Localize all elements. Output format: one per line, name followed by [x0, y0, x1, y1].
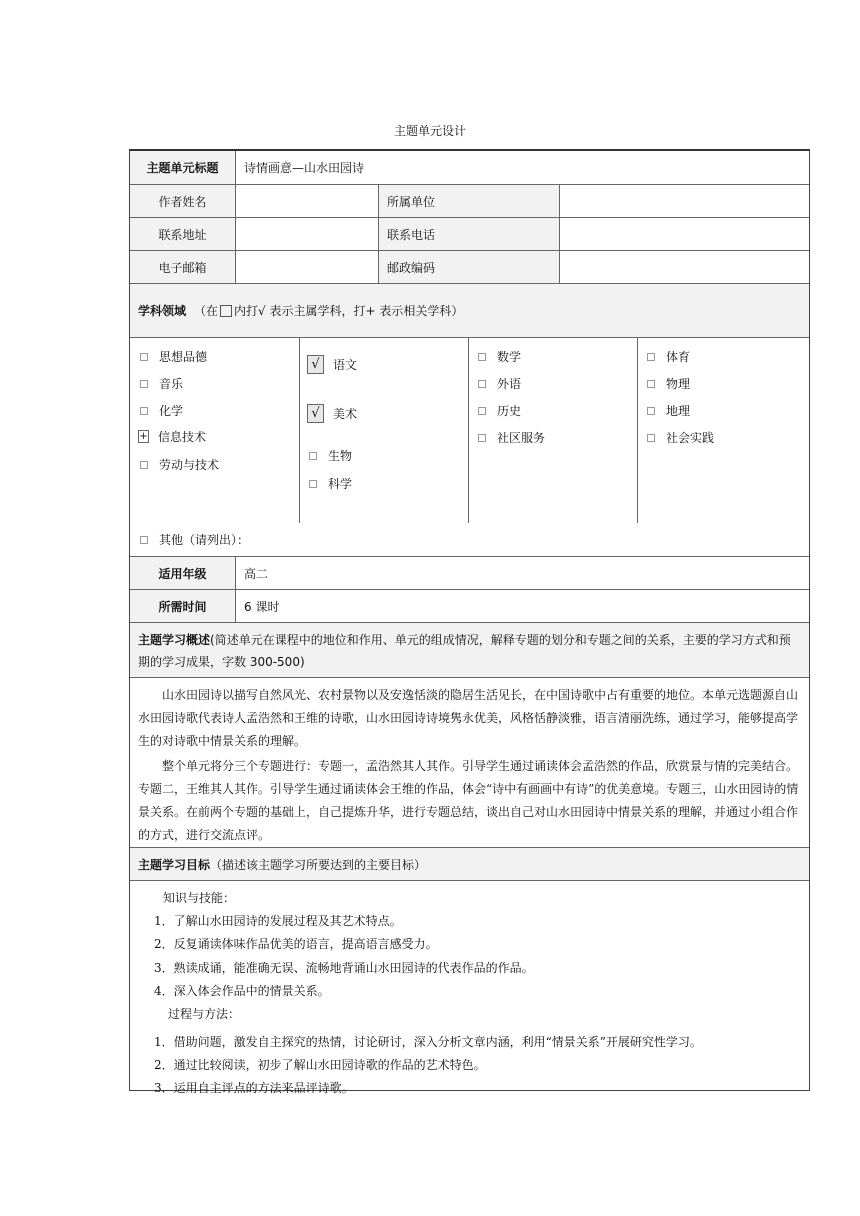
- checkbox-icon[interactable]: [140, 353, 148, 361]
- overview-body: [130, 677, 809, 847]
- subject-labor[interactable]: 劳动与技术: [140, 456, 219, 473]
- process-title: 过程与方法：: [168, 1007, 241, 1021]
- grade-label: 适用年级: [130, 557, 235, 589]
- subject-history[interactable]: 历史: [478, 402, 521, 419]
- email-label: 电子邮箱: [130, 251, 235, 283]
- goal-item: 3．熟读成诵，能准确无误、流畅地背诵山水田园诗的代表作品的作品。: [154, 961, 534, 975]
- goals-heading: 主题学习目标: [138, 857, 211, 872]
- overview-paragraph: 山水田园诗以描写自然风光、农村景物以及安逸恬淡的隐居生活见长，在中国诗歌中占有重要的地位。本单元选题源自山水田园诗歌代表诗人孟浩然和王维的诗歌，山水田园诗诗境隽永优美，风格恬静淡雅，语言清丽洗练，通过学习，能够提高学生的对诗歌中情景关系的理解。: [138, 688, 799, 748]
- subject-geography[interactable]: 地理: [647, 402, 690, 419]
- goal-item: 2．通过比较阅读，初步了解山水田园诗歌的作品的艺术特色。: [154, 1058, 486, 1072]
- theme-row: [130, 151, 809, 184]
- address-row: [130, 217, 809, 250]
- column-divider: [637, 338, 638, 523]
- checkbox-icon[interactable]: [478, 434, 486, 442]
- subject-art[interactable]: √ 美术: [307, 404, 357, 423]
- postcode-field[interactable]: [559, 251, 809, 283]
- subject-biology[interactable]: 生物: [309, 447, 352, 464]
- unit-field[interactable]: [559, 185, 809, 217]
- checkbox-icon[interactable]: [140, 536, 148, 544]
- goals-desc: （描述该主题学习所要达到的主要目标）: [210, 857, 427, 872]
- author-label: 作者姓名: [130, 185, 235, 217]
- address-field[interactable]: [235, 218, 378, 250]
- time-row: [130, 589, 809, 622]
- checkbox-icon[interactable]: [647, 380, 655, 388]
- theme-value[interactable]: 诗情画意—山水田园诗: [235, 151, 809, 184]
- subject-it[interactable]: + 信息技术: [139, 430, 207, 444]
- email-field[interactable]: [235, 251, 378, 283]
- subject-moral[interactable]: 思想品德: [140, 348, 207, 365]
- plus-checkbox-icon[interactable]: +: [139, 431, 148, 442]
- checkbox-icon[interactable]: [309, 452, 317, 460]
- design-table: [129, 149, 810, 1095]
- checkbox-icon[interactable]: [309, 480, 317, 488]
- checkbox-icon[interactable]: [647, 353, 655, 361]
- goals-body: [130, 880, 809, 1095]
- checkbox-icon[interactable]: [647, 407, 655, 415]
- other-subjects-row[interactable]: [130, 523, 809, 556]
- phone-label: 联系电话: [378, 218, 559, 250]
- checkbox-icon[interactable]: [647, 434, 655, 442]
- overview-paragraph: 整个单元将分三个专题进行：专题一，孟浩然其人其作。引导学生通过诵读体会孟浩然的作品，欣赏景与情的完美结合。专题二，王维其人其作。引导学生通过诵读体会王维的作品，体会“诗中有画画中有诗”的优美意境。专题三，山水田园诗的情景关系。在前两个专题的基础上，自己提炼升华，进行专题总结，谈出自己对山水田园诗中情景关系的理解，并通过小组合作的方式，进行交流点评。: [138, 759, 799, 842]
- time-value[interactable]: 6 课时: [235, 590, 809, 622]
- check-mark-icon[interactable]: √: [307, 404, 324, 423]
- email-row: [130, 250, 809, 283]
- overview-heading: 主题学习概述: [138, 633, 211, 647]
- subject-community[interactable]: 社区服务: [478, 429, 545, 446]
- subject-chinese[interactable]: √ 语文: [307, 355, 357, 374]
- time-label: 所需时间: [130, 590, 235, 622]
- subject-music[interactable]: 音乐: [140, 375, 183, 392]
- goal-item: 2．反复诵读体味作品优美的语言，提高语言感受力。: [154, 937, 438, 951]
- subjects-grid: [130, 337, 809, 523]
- address-label: 联系地址: [130, 218, 235, 250]
- author-field[interactable]: [235, 185, 378, 217]
- overview-heading-row: [130, 622, 809, 677]
- author-row: [130, 184, 809, 217]
- checkbox-icon[interactable]: [140, 407, 148, 415]
- subjects-heading-row: [130, 283, 809, 337]
- checkbox-icon[interactable]: [478, 407, 486, 415]
- subject-science[interactable]: 科学: [309, 475, 352, 492]
- subject-math[interactable]: 数学: [478, 348, 521, 365]
- grade-row: [130, 556, 809, 589]
- goals-heading-row: [130, 847, 809, 880]
- checkbox-sample-icon: [220, 305, 232, 317]
- subject-social-practice[interactable]: 社会实践: [647, 429, 714, 446]
- check-mark-icon[interactable]: √: [307, 355, 324, 374]
- goal-item: 1．了解山水田园诗的发展过程及其艺术特点。: [154, 914, 402, 928]
- subject-foreign-language[interactable]: 外语: [478, 375, 521, 392]
- column-divider: [299, 338, 300, 523]
- subject-pe[interactable]: 体育: [647, 348, 690, 365]
- theme-label: 主题单元标题: [130, 151, 235, 184]
- checkbox-icon[interactable]: [478, 380, 486, 388]
- other-subjects-label: 其他（请列出）：: [159, 533, 250, 547]
- grade-value[interactable]: 高二: [235, 557, 809, 589]
- checkbox-icon[interactable]: [140, 380, 148, 388]
- knowledge-title: 知识与技能：: [163, 891, 236, 905]
- goal-item: 4．深入体会作品中的情景关系。: [154, 984, 330, 998]
- unit-label: 所属单位: [378, 185, 559, 217]
- overview-desc: (简述单元在课程中的地位和作用、单元的组成情况，解释专题的划分和专题之间的关系，主要的学习方式和预期的学习成果，字数 300-500): [138, 633, 791, 669]
- goal-item: 3．运用自主评点的方法来品评诗歌。: [154, 1081, 354, 1095]
- column-divider: [468, 338, 469, 523]
- checkbox-icon[interactable]: [478, 353, 486, 361]
- subjects-note: 内打√ 表示主属学科，打+ 表示相关学科）: [234, 304, 464, 318]
- subject-physics[interactable]: 物理: [647, 375, 690, 392]
- subject-chemistry[interactable]: 化学: [140, 402, 183, 419]
- subjects-heading: 学科领域: [138, 304, 187, 318]
- checkbox-icon[interactable]: [140, 461, 148, 469]
- subjects-note-pre: （在: [194, 304, 219, 318]
- postcode-label: 邮政编码: [378, 251, 559, 283]
- phone-field[interactable]: [559, 218, 809, 250]
- goal-item: 1．借助问题，激发自主探究的热情，讨论研讨，深入分析文章内涵，利用“情景关系”开展研究性学习。: [154, 1035, 702, 1049]
- page-title: 主题单元设计: [393, 124, 466, 138]
